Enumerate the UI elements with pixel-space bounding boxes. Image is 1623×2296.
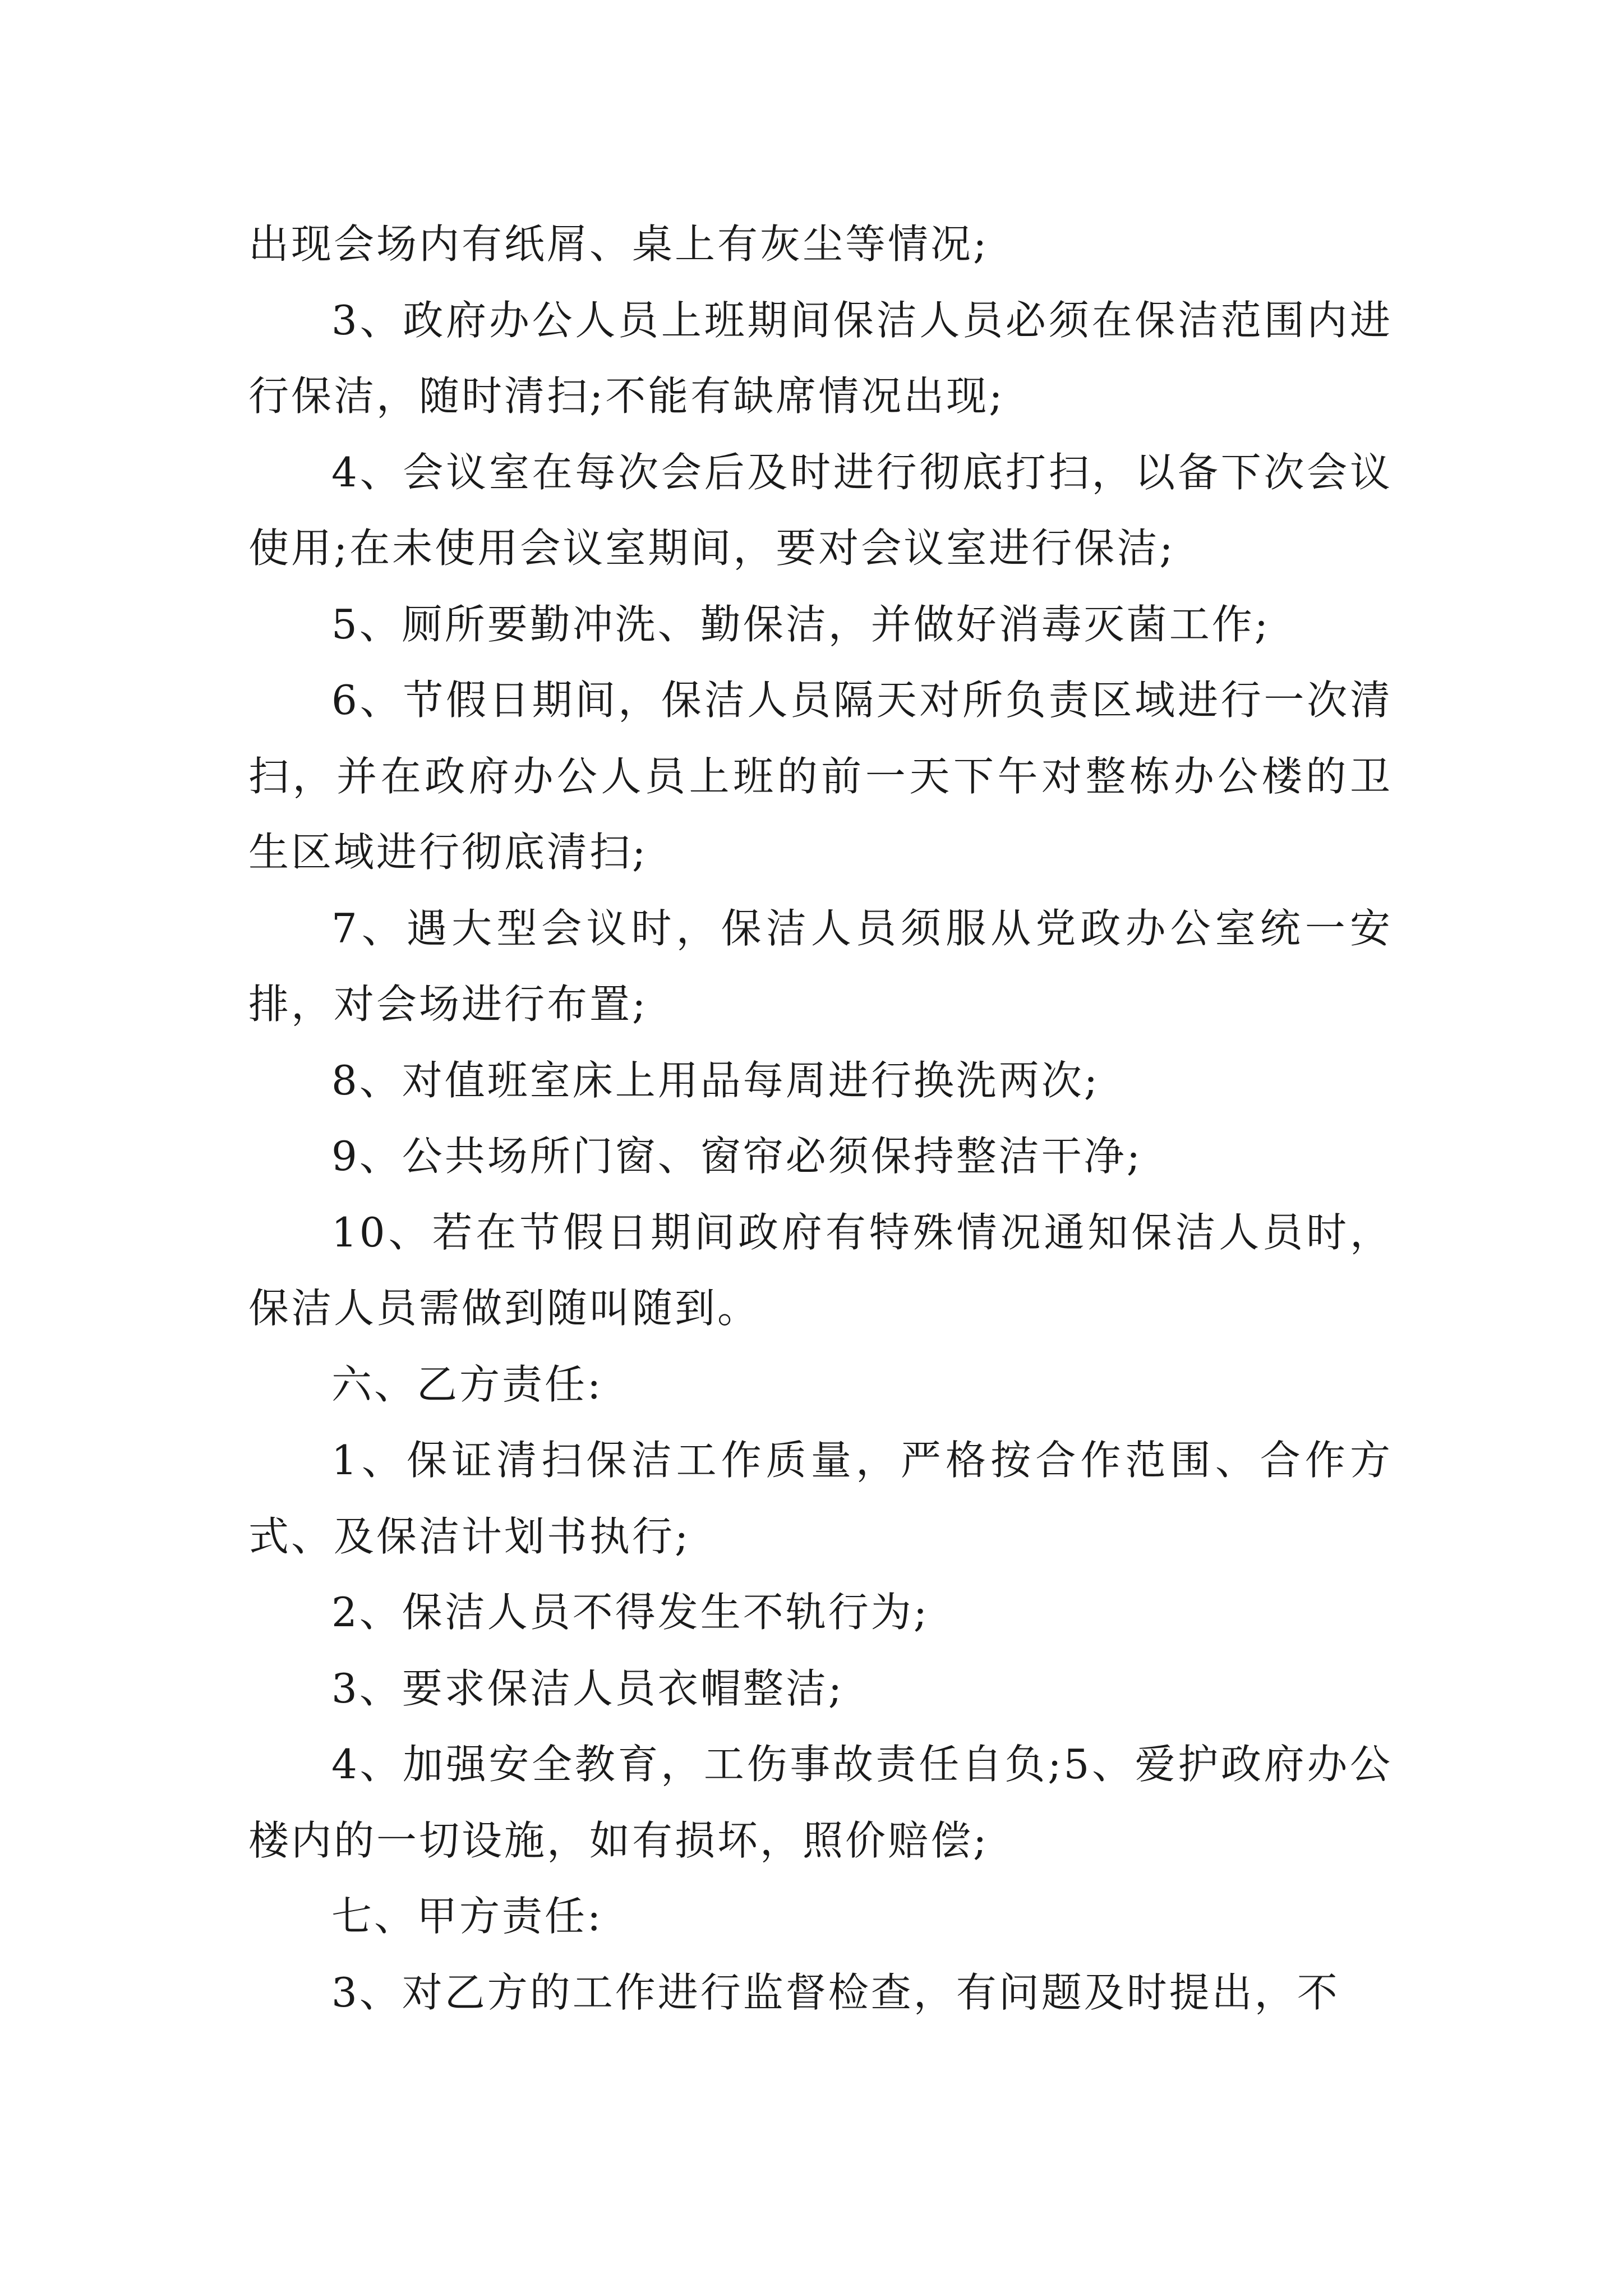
paragraph-item-7-large-meetings: 7、遇大型会议时，保洁人员须服从党政办公室统一安排，对会场进行布置;: [248, 904, 1393, 1028]
document-body: [248, 206, 1393, 2031]
section-heading-party-b: 六、乙方责任:: [331, 1360, 603, 1408]
paragraph-item-6-holidays: 6、节假日期间，保洁人员隔天对所负责区域进行一次清扫，并在政府办公人员上班的前一天下午对整栋办公楼的卫生区域进行彻底清扫;: [248, 677, 1393, 876]
paragraph-continuation: 出现会场内有纸屑、桌上有灰尘等情况;: [248, 220, 989, 268]
paragraph-item-9-windows: 9、公共场所门窗、窗帘必须保持整洁干净;: [331, 1133, 1143, 1180]
paragraph-party-b-item-2: 2、保洁人员不得发生不轨行为;: [331, 1589, 930, 1636]
section-heading-party-a: 七、甲方责任:: [331, 1893, 603, 1940]
paragraph-item-5-restroom: 5、厕所要勤冲洗、勤保洁，并做好消毒灭菌工作;: [331, 600, 1271, 648]
paragraph-item-10-on-call: 10、若在节假日期间政府有特殊情况通知保洁人员时，保洁人员需做到随叫随到。: [248, 1208, 1393, 1332]
paragraph-party-b-item-4-5: 4、加强安全教育，工伤事故责任自负;5、爱护政府办公楼内的一切设施，如有损坏，照价赔偿;: [248, 1741, 1393, 1864]
paragraph-item-8-bedding: 8、对值班室床上用品每周进行换洗两次;: [331, 1056, 1100, 1104]
paragraph-party-a-item-3: 3、对乙方的工作进行监督检查，有问题及时提出，不: [331, 1968, 1340, 2016]
paragraph-party-b-item-3: 3、要求保洁人员衣帽整洁;: [331, 1664, 845, 1712]
paragraph-item-4-meeting-room: 4、会议室在每次会后及时进行彻底打扫，以备下次会议使用;在未使用会议室期间，要对会议室进行保洁;: [248, 448, 1393, 572]
paragraph-item-3-office-hours: 3、政府办公人员上班期间保洁人员必须在保洁范围内进行保洁，随时清扫;不能有缺席情况出现;: [248, 296, 1393, 420]
paragraph-party-b-item-1: 1、保证清扫保洁工作质量，严格按合作范围、合作方式、及保洁计划书执行;: [248, 1437, 1393, 1560]
